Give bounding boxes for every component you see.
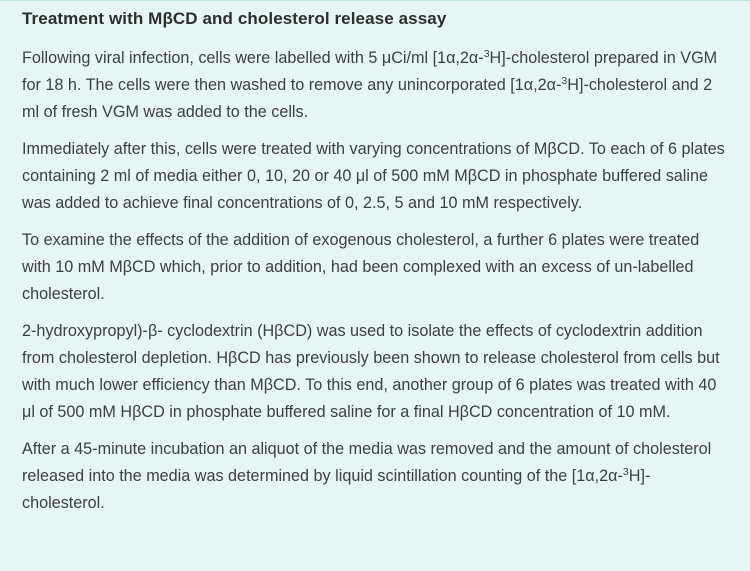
paragraph-release-assay xyxy=(22,436,728,517)
superscript-tritium-2: 3 xyxy=(561,75,568,87)
paragraph-labelling xyxy=(22,45,728,126)
paragraph-exogenous-cholesterol: To examine the effects of the addition of exogenous cholesterol, a further 6 plates were treated with 10 mM MβCD which, prior to addition, had been complexed with an excess of un-labelled cholesterol. xyxy=(22,231,700,303)
superscript-tritium-3: 3 xyxy=(622,466,629,478)
paragraph-mbcd-treatment: Immediately after this, cells were treated with varying concentrations of MβCD. To each of 6 plates containing 2 ml of media either 0, 10, 20 or 40 μl of 500 mM MβCD in phosphate buffered saline was added to achieve final concentrations of 0, 2.5, 5 and 10 mM respectively. xyxy=(22,140,725,212)
superscript-tritium-1: 3 xyxy=(483,48,490,60)
paragraph-labelling-text-2: H]-cholesterol prepared in VGM for 18 h. The cells were then washed to remove any unincorporated [1α,2α- xyxy=(22,49,718,94)
paragraph-labelling-text-1: Following viral infection, cells were labelled with 5 μCi/ml [1α,2α- xyxy=(22,49,484,67)
paragraph-release-assay-text-1: After a 45-minute incubation an aliquot of the media was removed and the amount of cholesterol released into the media was determined by liquid scintillation counting of the [1α,2α- xyxy=(22,440,712,485)
section-title: Treatment with MβCD and cholesterol release assay xyxy=(22,9,447,28)
paragraph-hbcd-control: 2-hydroxypropyl)-β- cyclodextrin (HβCD) was used to isolate the effects of cyclodextrin addition from cholesterol depletion. HβCD has previously been shown to release cholesterol from cells but with much lower efficiency than MβCD. To this end, another group of 6 plates was treated with 40 μl of 500 mM HβCD in phosphate buffered saline for a final HβCD concentration of 10 mM. xyxy=(22,322,720,421)
paragraph-release-assay-text-2: H]-cholesterol. xyxy=(22,467,651,512)
paragraph-labelling-text-3: H]-cholesterol and 2 ml of fresh VGM was added to the cells. xyxy=(22,76,713,121)
